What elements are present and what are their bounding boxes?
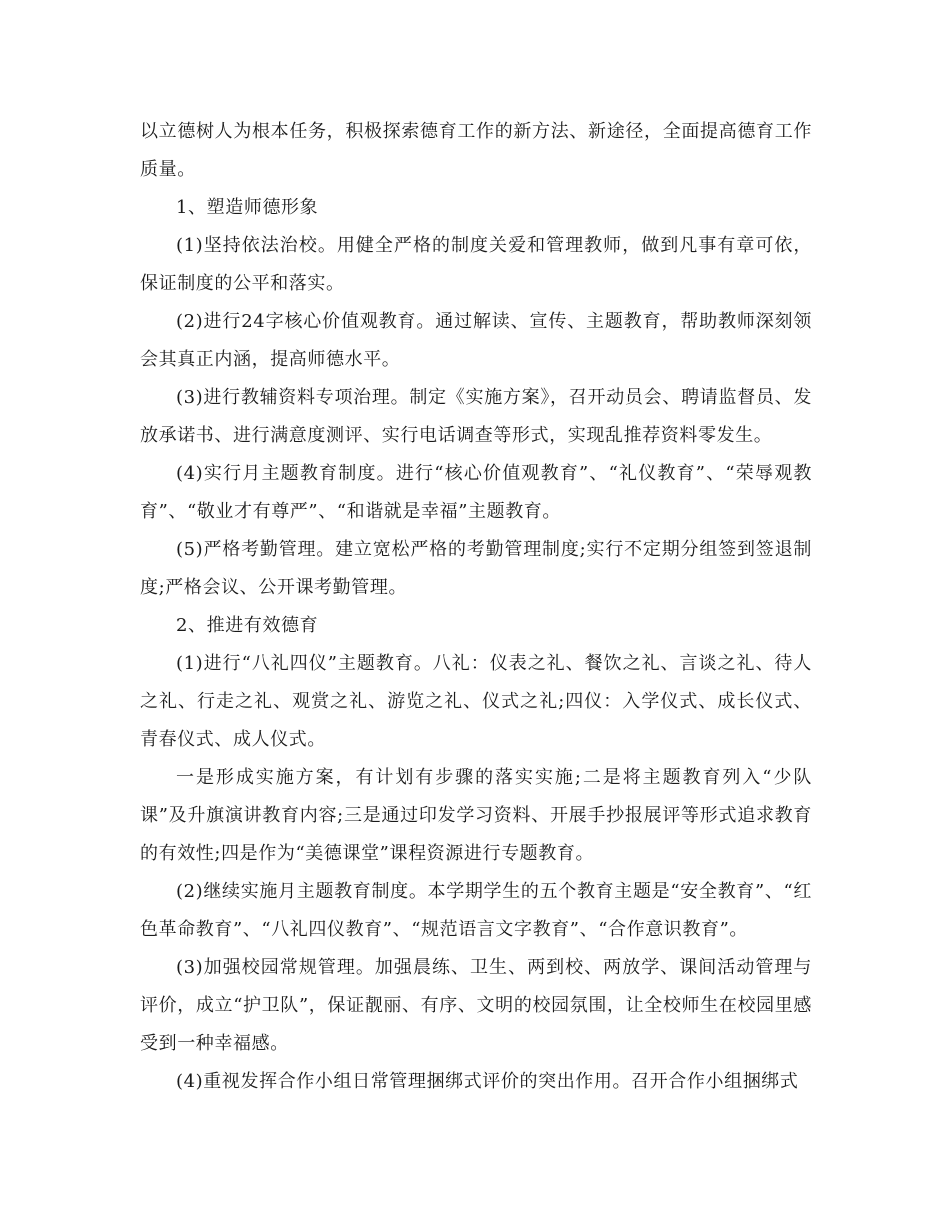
paragraph-item: (4)重视发挥合作小组日常管理捆绑式评价的突出作用。召开合作小组捆绑式	[176, 1071, 799, 1092]
paragraph-intro: 以立德树人为根本任务，积极探索德育工作的新方法、新途径，全面提高德育工作质量。	[140, 121, 812, 180]
paragraph-item: (3)进行教辅资料专项治理。制定《实施方案》，召开动员会、聘请监督员、发放承诺书、进行满意度测评、实行电话调查等形式，实现乱推荐资料零发生。	[140, 387, 812, 446]
heading-shape-teacher-ethics: 1、塑造师德形象	[176, 197, 319, 218]
paragraph-item: (4)实行月主题教育制度。进行“核心价值观教育”、“礼仪教育”、“荣辱观教育”、“敬业才有尊严”、“和谐就是幸福”主题教育。	[140, 463, 812, 522]
paragraph-item: (1)坚持依法治校。用健全严格的制度关爱和管理教师，做到凡事有章可依，保证制度的公平和落实。	[140, 235, 812, 294]
document-body	[140, 113, 812, 1101]
paragraph-item: (2)继续实施月主题教育制度。本学期学生的五个教育主题是“安全教育”、“红色革命教育”、“八礼四仪教育”、“规范语言文字教育”、“合作意识教育”。	[140, 881, 812, 940]
paragraph-item: 一是形成实施方案，有计划有步骤的落实实施;二是将主题教育列入“少队课”及升旗演讲教育内容;三是通过印发学习资料、开展手抄报展评等形式追求教育的有效性;四是作为“美德课堂”课程资源进行专题教育。	[140, 767, 812, 864]
paragraph-item: (1)进行“八礼四仪”主题教育。八礼：仪表之礼、餐饮之礼、言谈之礼、待人之礼、行走之礼、观赏之礼、游览之礼、仪式之礼;四仪：入学仪式、成长仪式、青春仪式、成人仪式。	[140, 653, 812, 750]
heading-effective-moral-education: 2、推进有效德育	[176, 615, 319, 636]
paragraph-item: (3)加强校园常规管理。加强晨练、卫生、两到校、两放学、课间活动管理与评价，成立“护卫队”，保证靓丽、有序、文明的校园氛围，让全校师生在校园里感受到一种幸福感。	[140, 957, 812, 1054]
paragraph-item: (2)进行24字核心价值观教育。通过解读、宣传、主题教育，帮助教师深刻领会其真正内涵，提高师德水平。	[140, 311, 812, 370]
paragraph-item: (5)严格考勤管理。建立宽松严格的考勤管理制度;实行不定期分组签到签退制度;严格会议、公开课考勤管理。	[140, 539, 812, 598]
